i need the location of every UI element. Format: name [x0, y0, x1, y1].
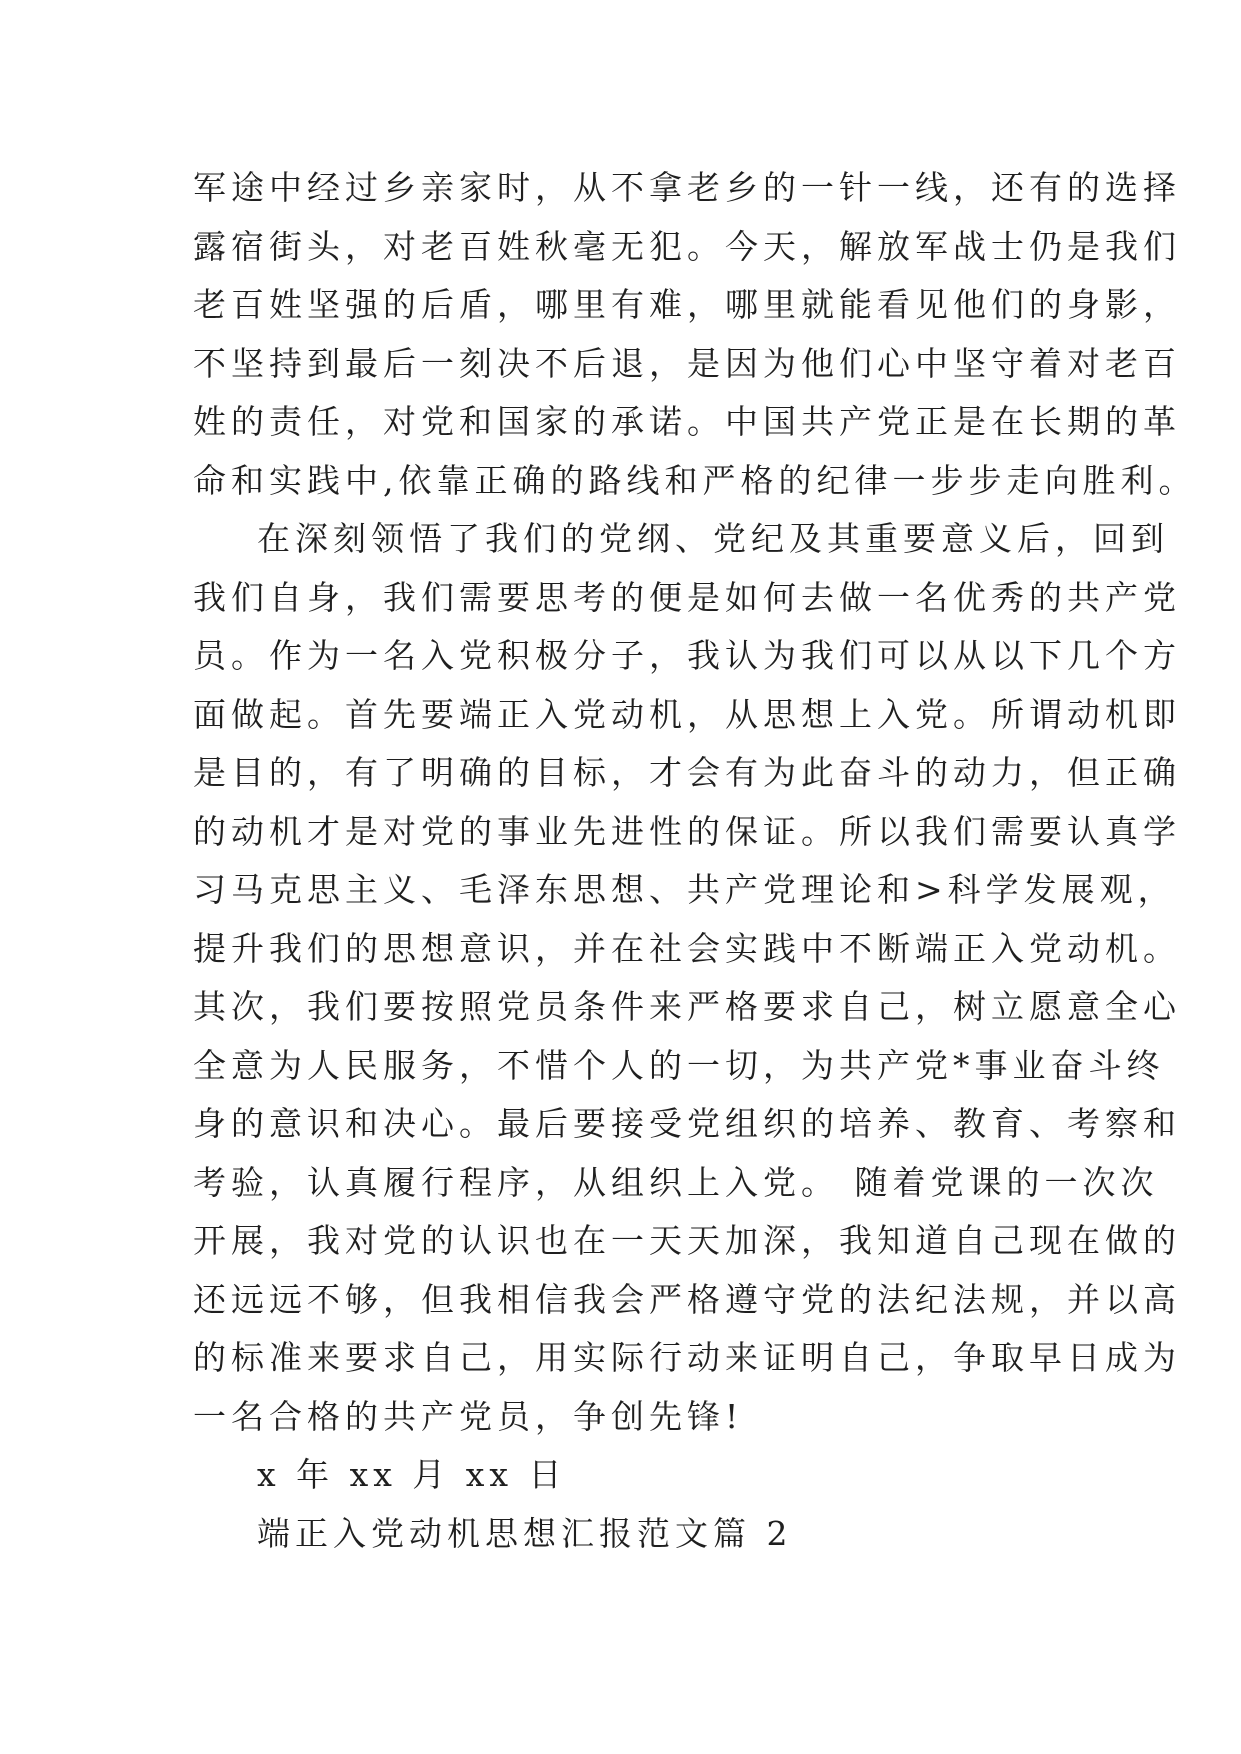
section-heading: 端正入党动机思想汇报范文篇 2	[257, 1513, 793, 1553]
body-line: 习马克思主义、毛泽东思想、共产党理论和>科学发展观，	[193, 870, 1176, 909]
body-line: 不坚持到最后一刻决不后退，是因为他们心中坚守着对老百	[193, 343, 1181, 383]
body-line: 我们自身，我们需要思考的便是如何去做一名优秀的共产党	[193, 577, 1181, 617]
body-line: 是目的，有了明确的目标，才会有为此奋斗的动力，但正确	[193, 753, 1181, 792]
body-line: 一名合格的共产党员，争创先锋!	[193, 1396, 744, 1436]
body-line: 还远远不够，但我相信我会严格遵守党的法纪法规，并以高	[193, 1279, 1181, 1319]
body-line: 露宿街头，对老百姓秋毫无犯。今天，解放军战士仍是我们	[193, 226, 1181, 266]
body-line: 考验，认真履行程序，从组织上入党。 随着党课的一次次	[193, 1162, 1159, 1202]
body-line: 提升我们的思想意识，并在社会实践中不断端正入党动机。	[193, 928, 1181, 968]
body-line: 全意为人民服务，不惜个人的一切，为共产党*事业奋斗终	[193, 1045, 1165, 1085]
body-line: 老百姓坚强的后盾，哪里有难，哪里就能看见他们的身影，	[193, 285, 1181, 324]
paragraph-start-line: 在深刻领悟了我们的党纲、党纪及其重要意义后，回到	[257, 519, 1169, 558]
body-line: 军途中经过乡亲家时，从不拿老乡的一针一线，还有的选择	[193, 168, 1181, 207]
body-line: 的标准来要求自己，用实际行动来证明自己，争取早日成为	[193, 1338, 1181, 1377]
body-line: 面做起。首先要端正入党动机，从思想上入党。所谓动机即	[193, 694, 1181, 734]
body-line: 命和实践中,依靠正确的路线和严格的纪律一步步走向胜利。	[193, 460, 1197, 500]
body-line: 姓的责任，对党和国家的承诺。中国共产党正是在长期的革	[193, 402, 1181, 441]
date-line: x 年 xx 月 xx 日	[257, 1455, 567, 1494]
body-line: 的动机才是对党的事业先进性的保证。所以我们需要认真学	[193, 811, 1181, 851]
body-line: 其次，我们要按照党员条件来严格要求自己，树立愿意全心	[193, 987, 1181, 1026]
document-body	[193, 159, 1197, 1563]
body-line: 身的意识和决心。最后要接受党组织的培养、教育、考察和	[193, 1104, 1181, 1143]
body-line: 员。作为一名入党积极分子，我认为我们可以从以下几个方	[193, 636, 1181, 675]
body-line: 开展，我对党的认识也在一天天加深，我知道自己现在做的	[193, 1221, 1181, 1260]
